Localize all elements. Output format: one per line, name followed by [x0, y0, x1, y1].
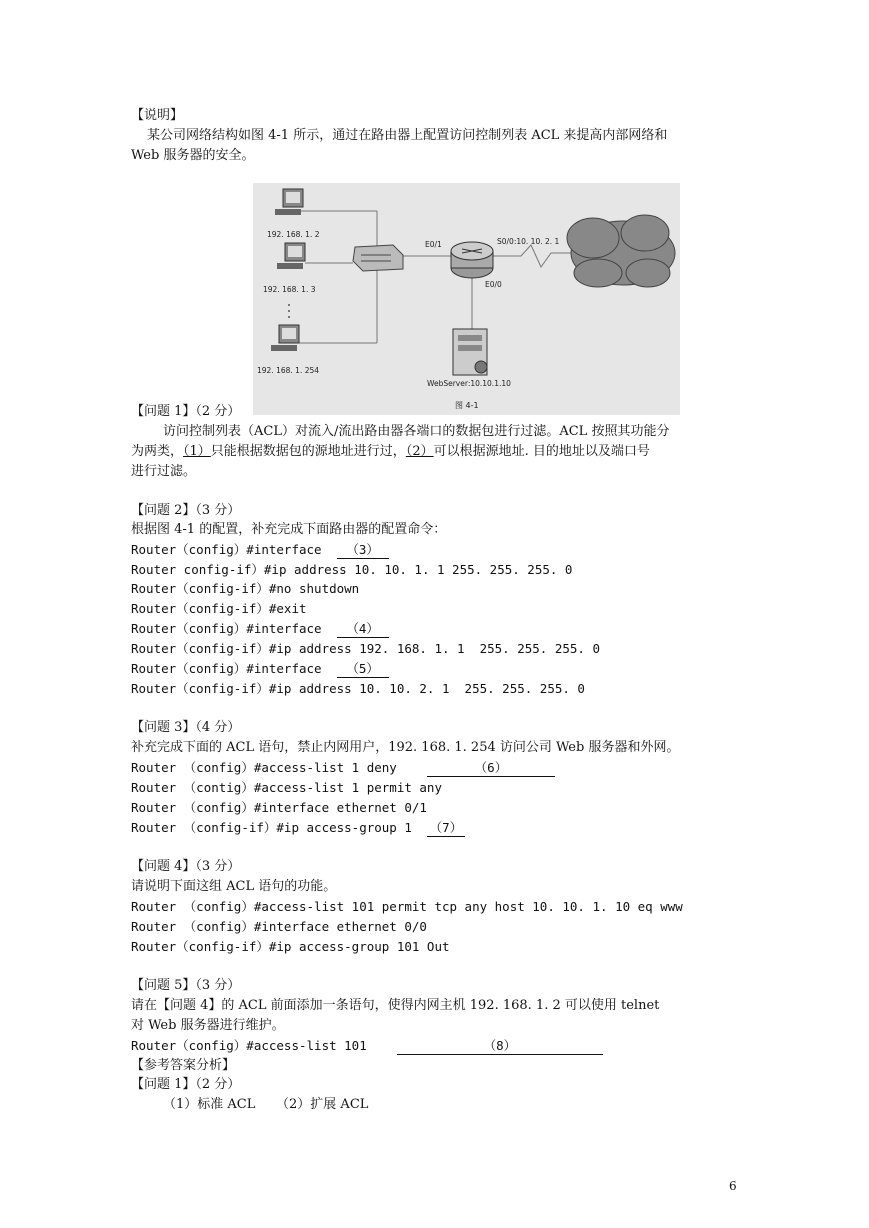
q3-cmd-line: Router （config）#access-list 1 deny （6） [131, 759, 555, 777]
q4-intro: 请说明下面这组 ACL 语句的功能。 [131, 879, 337, 894]
port-label-e01: E0/1 [425, 240, 442, 249]
q1-line1: 访问控制列表（ACL）对流入/流出路由器各端口的数据包进行过滤。ACL 按照其功能分 [163, 424, 670, 439]
answers-heading: 【参考答案分析】 [131, 1058, 236, 1073]
host-label-2: 192. 168. 1. 3 [263, 285, 316, 294]
q2-cmd-line: Router config-if）#ip address 10. 10. 1. 1 255. 255. 255. 0 [131, 562, 573, 577]
q2-cmd-line: Router（config）#interface （3） [131, 541, 389, 559]
intro-text-line2: Web 服务器的安全。 [131, 148, 255, 163]
answers-q1-text: （1）标准 ACL （2）扩展 ACL [163, 1097, 369, 1112]
q5-cmd-line: Router（config）#access-list 101 （8） [131, 1037, 603, 1055]
intro-heading: 【说明】 [131, 108, 184, 123]
blank-6: （6） [427, 760, 555, 777]
q3-intro: 补充完成下面的 ACL 语句，禁止内网用户，192. 168. 1. 254 访问公司 Web 服务器和外网。 [131, 740, 680, 755]
web-server-icon [453, 329, 487, 375]
internet-cloud-icon [567, 215, 675, 287]
q2-cmd-line: Router（config-if）#exit [131, 601, 307, 616]
blank-3: （3） [337, 542, 389, 559]
port-label-s00: S0/0:10. 10. 2. 1 [497, 237, 560, 246]
page-number: 6 [729, 1179, 737, 1193]
q5-intro-line1: 请在【问题 4】的 ACL 前面添加一条语句，使得内网主机 192. 168. 1. 2 可以使用 telnet [131, 998, 660, 1013]
server-label: WebServer:10.10.1.10 [427, 379, 511, 388]
blank-7: （7） [427, 820, 465, 837]
q5-heading: 【问题 5】（3 分） [131, 978, 241, 993]
blank-2: （2） [405, 444, 434, 459]
q2-cmd-line: Router（config）#interface （5） [131, 660, 389, 678]
q2-cmd-line: Router（config）#interface （4） [131, 620, 389, 638]
host-label-1: 192. 168. 1. 2 [267, 230, 320, 239]
switch-icon [353, 245, 403, 271]
port-label-e00: E0/0 [485, 280, 502, 289]
q2-cmd-line: Router（config-if）#ip address 10. 10. 2. 1 255. 255. 255. 0 [131, 681, 585, 696]
blank-5: （5） [337, 661, 389, 678]
q4-cmd-line: Router（config-if）#ip access-group 101 Out [131, 939, 450, 954]
q3-cmd-line: Router （contig）#access-list 1 permit any [131, 780, 442, 795]
q3-heading: 【问题 3】（4 分） [131, 720, 241, 735]
network-diagram [253, 183, 680, 415]
q2-cmd-line: Router（config-if）#ip address 192. 168. 1. 1 255. 255. 255. 0 [131, 641, 601, 656]
q1-heading: 【问题 1】（2 分） [131, 404, 241, 419]
q3-cmd-line: Router （config-if）#ip access-group 1 （7） [131, 819, 465, 837]
answers-q1-heading: 【问题 1】（2 分） [131, 1077, 241, 1092]
host-computer-icon [277, 243, 305, 269]
host-label-3: 192. 168. 1. 254 [257, 366, 320, 375]
q3-cmd-line: Router （config）#interface ethernet 0/1 [131, 800, 427, 815]
router-icon [451, 242, 493, 278]
blank-4: （4） [337, 621, 389, 638]
q4-heading: 【问题 4】（3 分） [131, 859, 241, 874]
figure-caption: 图 4-1 [455, 401, 479, 410]
intro-text-line1: 某公司网络结构如图 4-1 所示，通过在路由器上配置访问控制列表 ACL 来提高内部网络和 [147, 128, 668, 143]
q5-intro-line2: 对 Web 服务器进行维护。 [131, 1018, 285, 1033]
q4-cmd-line: Router （config）#interface ethernet 0/0 [131, 919, 427, 934]
q1-line3: 进行过滤。 [131, 464, 197, 479]
host-computer-icon [275, 189, 303, 215]
blank-8: （8） [397, 1038, 603, 1055]
q4-cmd-line: Router （config）#access-list 101 permit tcp any host 10. 10. 1. 10 eq www [131, 899, 683, 914]
q2-cmd-line: Router（config-if）#no shutdown [131, 581, 360, 596]
q1-line2: 为两类，（1）只能根据数据包的源地址进行过，（2）可以根据源地址. 目的地址以及端口号 [131, 444, 650, 459]
blank-1: （1） [183, 444, 211, 459]
q2-intro: 根据图 4-1 的配置，补充完成下面路由器的配置命令： [131, 522, 447, 537]
host-computer-icon [271, 325, 299, 351]
q2-heading: 【问题 2】（3 分） [131, 503, 241, 518]
